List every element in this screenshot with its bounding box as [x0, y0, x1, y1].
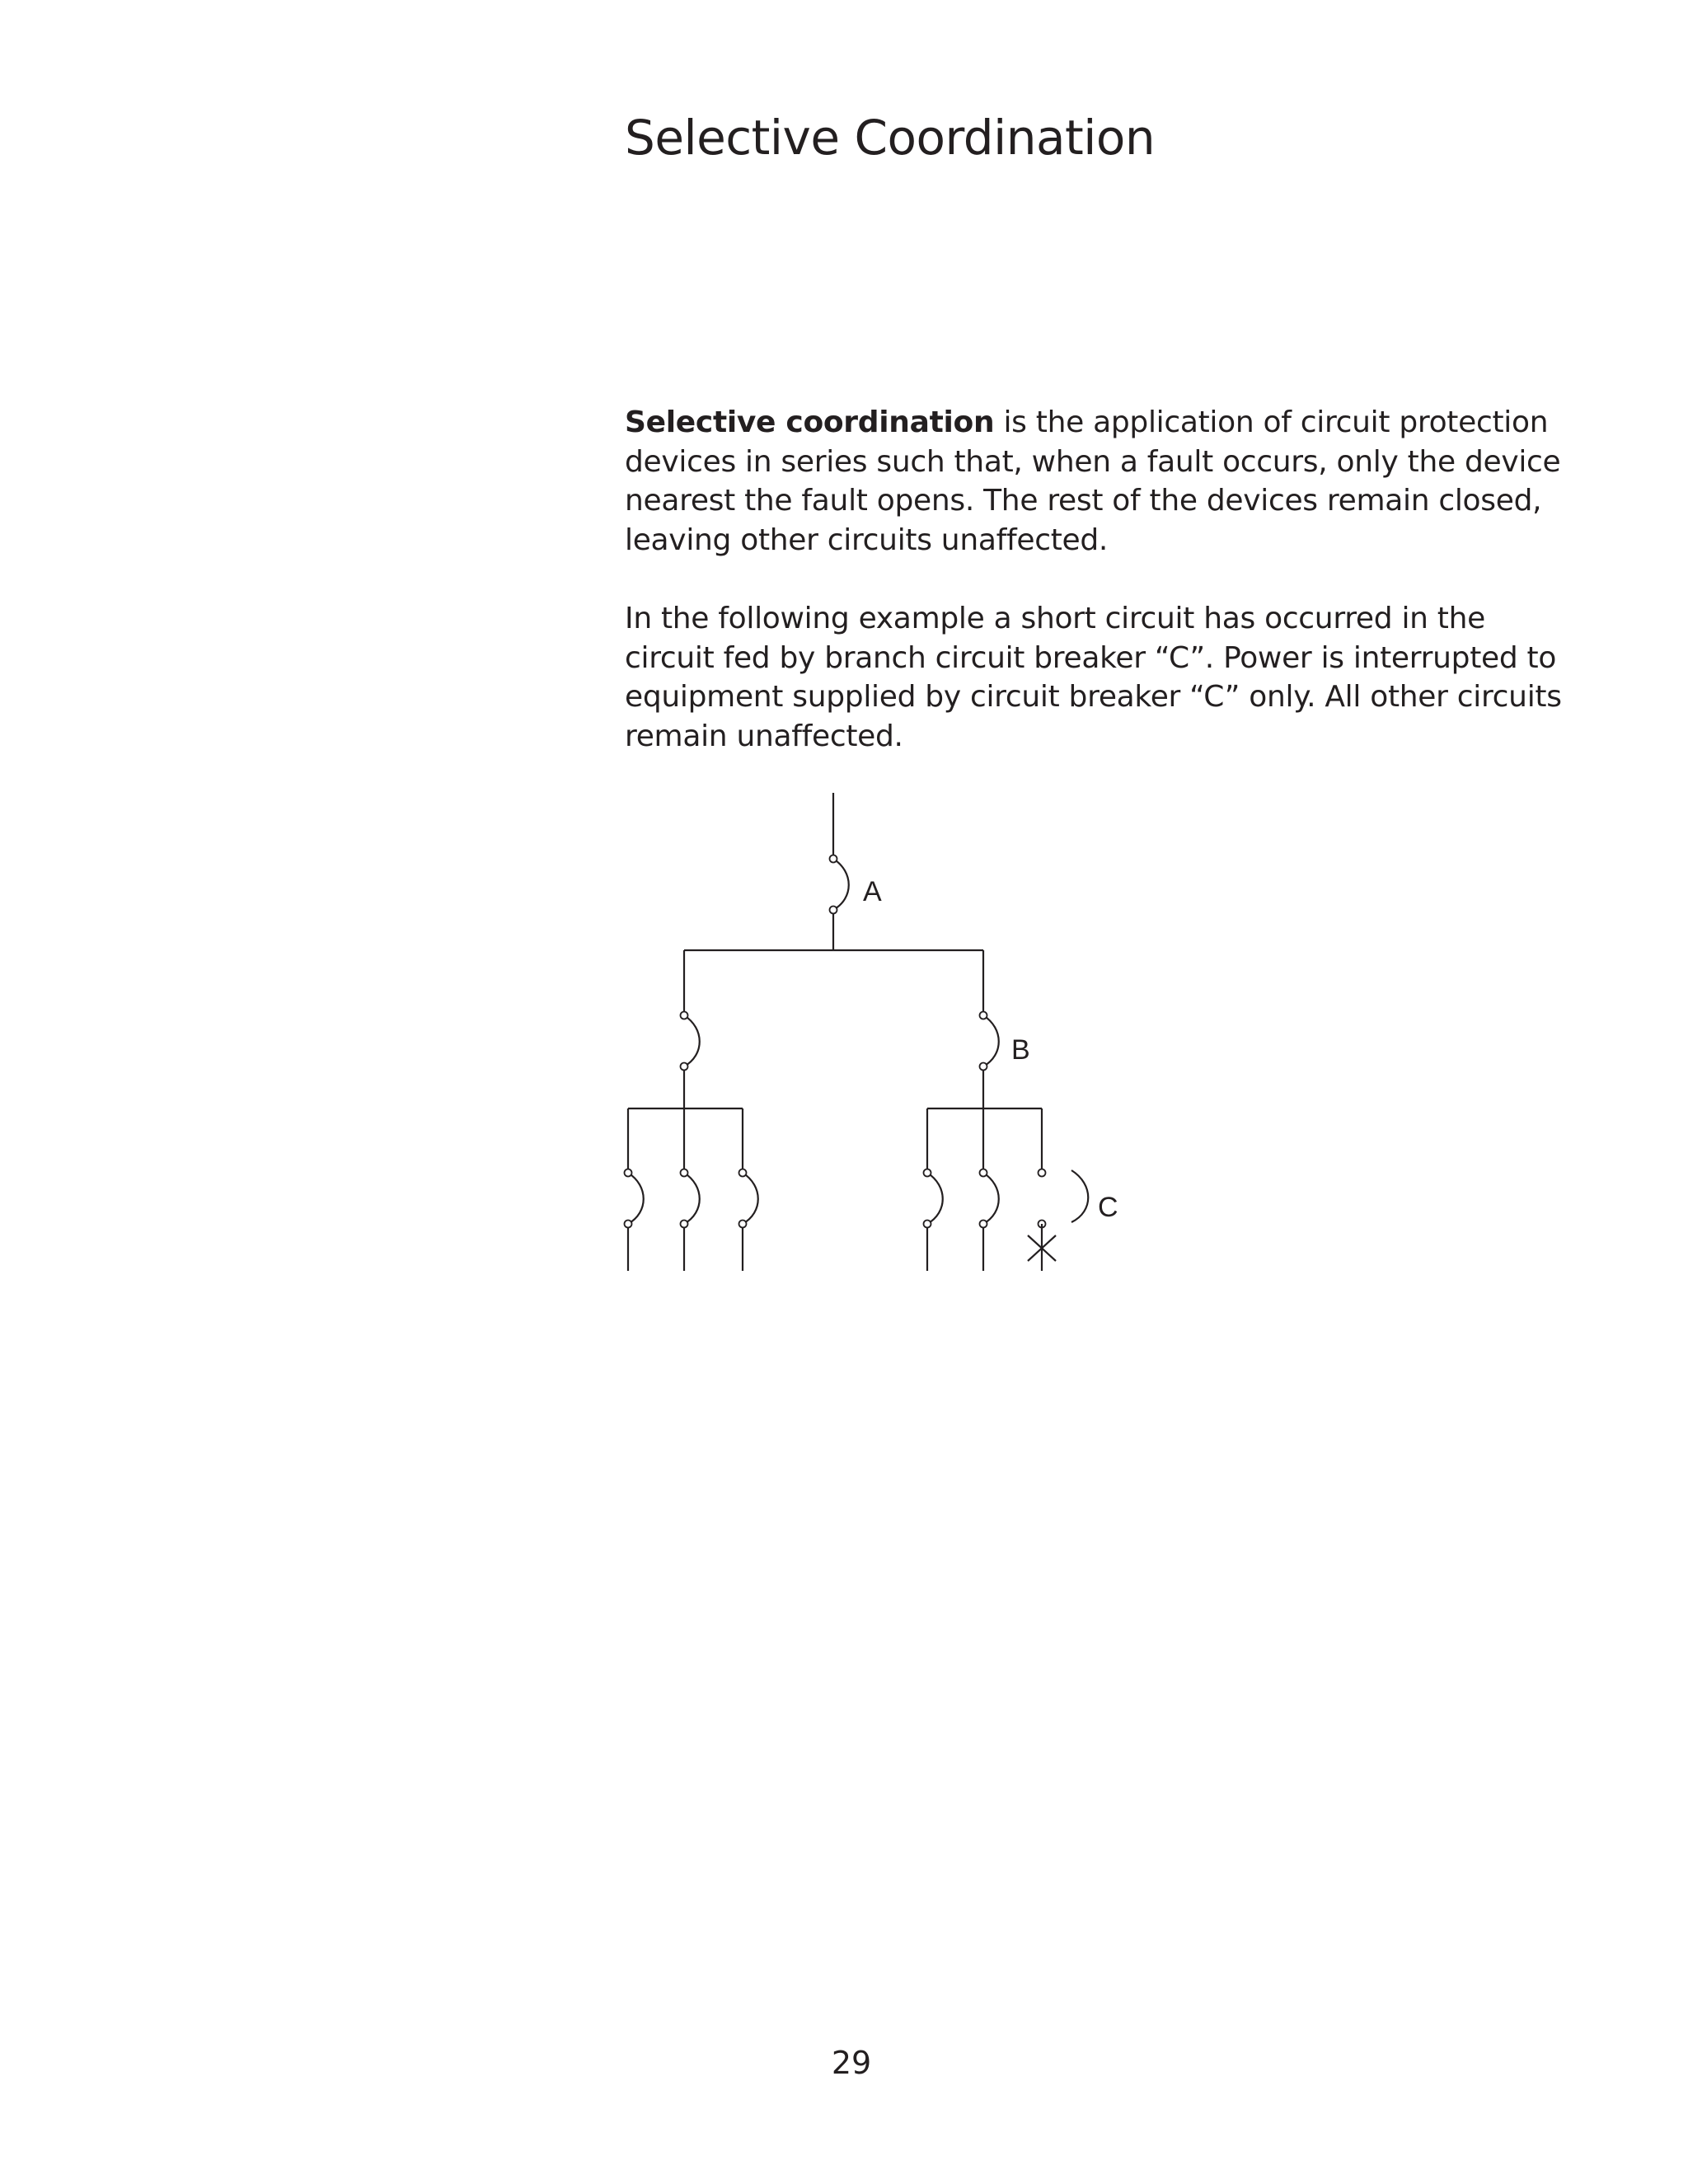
feeder-breaker-b: [980, 950, 999, 1108]
right-branch-breaker-1: [924, 1108, 943, 1271]
left-feeder-breaker: [681, 950, 700, 1108]
breaker-b-label: B: [1011, 1034, 1030, 1066]
branch-breaker-c-open: [1039, 1108, 1089, 1271]
main-breaker-a: [830, 793, 849, 950]
left-branch-breaker-3: [739, 1108, 758, 1271]
left-branch-breaker-2: [681, 1108, 700, 1271]
breaker-a-label: A: [863, 876, 882, 907]
defined-term: Selective coordination: [625, 405, 995, 439]
definition-text: is the application of circuit protection devices in series such that, when a fault occurs, only the device nearest the fault opens. The rest of the devices remain closed, leaving other circuits unaffected.: [625, 405, 1561, 557]
left-branch-breaker-1: [625, 1108, 644, 1271]
one-line-diagram: [577, 783, 1154, 1294]
page-title: Selective Coordination: [625, 110, 1156, 166]
definition-paragraph: [625, 403, 1581, 560]
breaker-c-label: C: [1098, 1192, 1118, 1223]
example-paragraph: In the following example a short circuit has occurred in the circuit fed by branch circuit breaker “C”. Power is interrupted to equipment supplied by circuit breaker “C” only. All other circuits remain unaffected.: [625, 602, 1562, 753]
right-branch-breaker-2: [980, 1108, 999, 1271]
page-number: 29: [831, 2045, 872, 2081]
